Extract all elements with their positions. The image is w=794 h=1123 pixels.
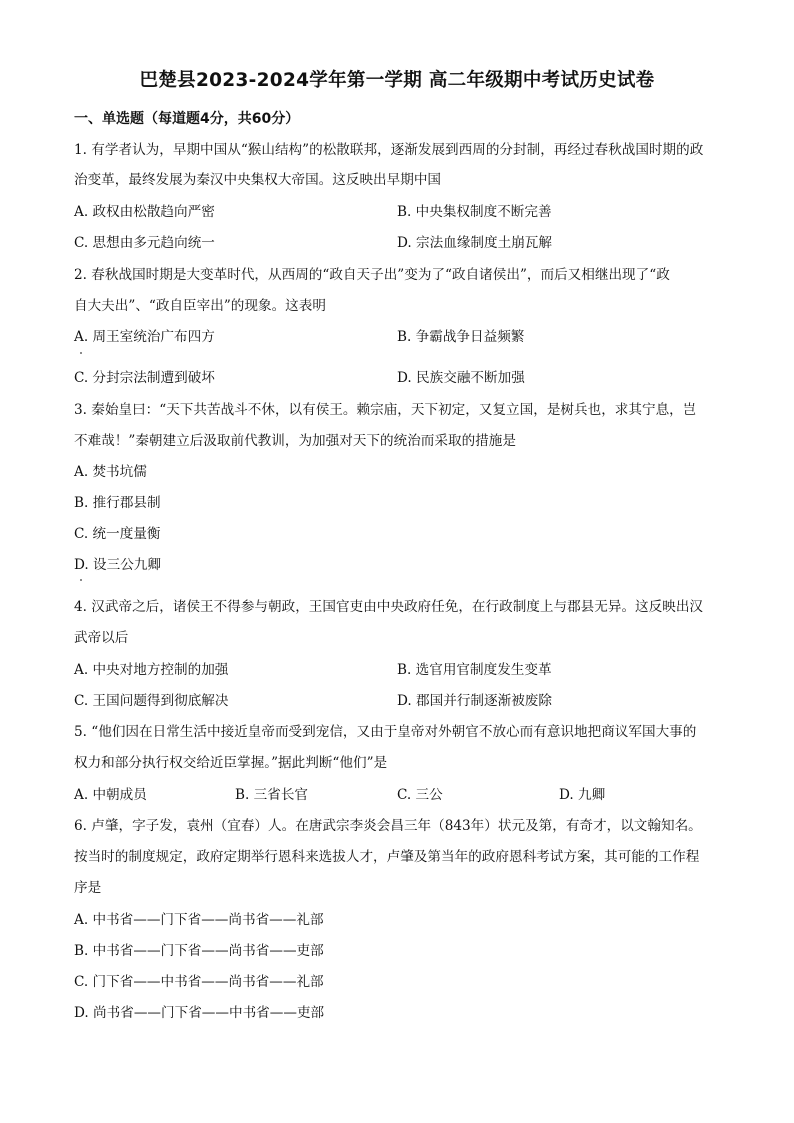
question-1-line-1: 1. 有学者认为，早期中国从“猴山结构”的松散联邦，逐渐发展到西周的分封制，再经过春秋战国时期的政 <box>74 142 704 158</box>
question-6-line-3: 序是 <box>74 880 102 896</box>
question-5-option-b: B. 三省长官 <box>235 787 309 803</box>
scan-dot <box>80 579 82 581</box>
question-1-option-c: C. 思想由多元趋向统一 <box>74 235 215 251</box>
question-3-line-2: 不难哉！”秦朝建立后汲取前代教训，为加强对天下的统治而采取的措施是 <box>74 433 516 449</box>
question-5-line-2: 权力和部分执行权交给近臣掌握。”据此判断“他们”是 <box>74 755 388 771</box>
question-1-option-a: A. 政权由松散趋向严密 <box>74 204 215 220</box>
question-4-line-1: 4. 汉武帝之后，诸侯王不得参与朝政，王国官吏由中央政府任免，在行政制度上与郡县无异。这反映出汉 <box>74 599 704 615</box>
question-1-option-b: B. 中央集权制度不断完善 <box>397 204 552 220</box>
question-3-option-d: D. 设三公九卿 <box>74 557 162 573</box>
scan-dot <box>80 352 82 354</box>
question-4-option-a: A. 中央对地方控制的加强 <box>74 662 229 678</box>
question-4-line-2: 武帝以后 <box>74 630 129 646</box>
question-6-line-1: 6. 卢肇，字子发，袁州（宜春）人。在唐武宗李炎会昌三年（843年）状元及第，有奇才，以文翰知名。 <box>74 818 702 834</box>
question-1-line-2: 治变革，最终发展为秦汉中央集权大帝国。这反映出早期中国 <box>74 172 442 188</box>
question-6-option-d: D. 尚书省——门下省——中书省——吏部 <box>74 1005 325 1021</box>
question-3-option-b: B. 推行郡县制 <box>74 495 161 511</box>
question-6-option-c: C. 门下省——中书省——尚书省——礼部 <box>74 974 324 990</box>
question-3-option-a: A. 焚书坑儒 <box>74 464 147 480</box>
question-2-option-b: B. 争霸战争日益频繁 <box>397 329 525 345</box>
question-1-option-d: D. 宗法血缘制度土崩瓦解 <box>397 235 552 251</box>
question-6-option-a: A. 中书省——门下省——尚书省——礼部 <box>74 912 324 928</box>
question-5-option-a: A. 中朝成员 <box>74 787 147 803</box>
question-6-option-b: B. 中书省——门下省——尚书省——吏部 <box>74 943 324 959</box>
question-2-line-2: 自大夫出”、“政自臣宰出”的现象。这表明 <box>74 298 326 314</box>
question-5-option-c: C. 三公 <box>397 787 443 803</box>
question-2-option-a: A. 周王室统治广布四方 <box>74 329 215 345</box>
question-4-option-c: C. 王国问题得到彻底解决 <box>74 693 229 709</box>
question-4-option-b: B. 选官用官制度发生变革 <box>397 662 552 678</box>
question-3-option-c: C. 统一度量衡 <box>74 526 161 542</box>
question-4-option-d: D. 郡国并行制逐渐被废除 <box>397 693 552 709</box>
question-2-option-d: D. 民族交融不断加强 <box>397 370 525 386</box>
question-2-line-1: 2. 春秋战国时期是大变革时代，从西周的“政自天子出”变为了“政自诸侯出”，而后又相继出现了“政 <box>74 267 670 283</box>
section-heading: 一、单选题（每道题4分，共60分） <box>74 111 300 127</box>
question-5-line-1: 5. “他们因在日常生活中接近皇帝而受到宠信，又由于皇帝对外朝官不放心而有意识地把商议军国大事的 <box>74 724 697 740</box>
page-title: 巴楚县2023-2024学年第一学期 高二年级期中考试历史试卷 <box>139 70 655 91</box>
question-6-line-2: 按当时的制度规定，政府定期举行恩科来选拔人才，卢肇及第当年的政府恩科考试方案，其可能的工作程 <box>74 849 700 865</box>
question-2-option-c: C. 分封宗法制遭到破坏 <box>74 370 215 386</box>
question-3-line-1: 3. 秦始皇曰：“天下共苦战斗不休，以有侯王。赖宗庙，天下初定，又复立国，是树兵也，求其宁息，岂 <box>74 402 697 418</box>
question-5-option-d: D. 九卿 <box>559 787 606 803</box>
